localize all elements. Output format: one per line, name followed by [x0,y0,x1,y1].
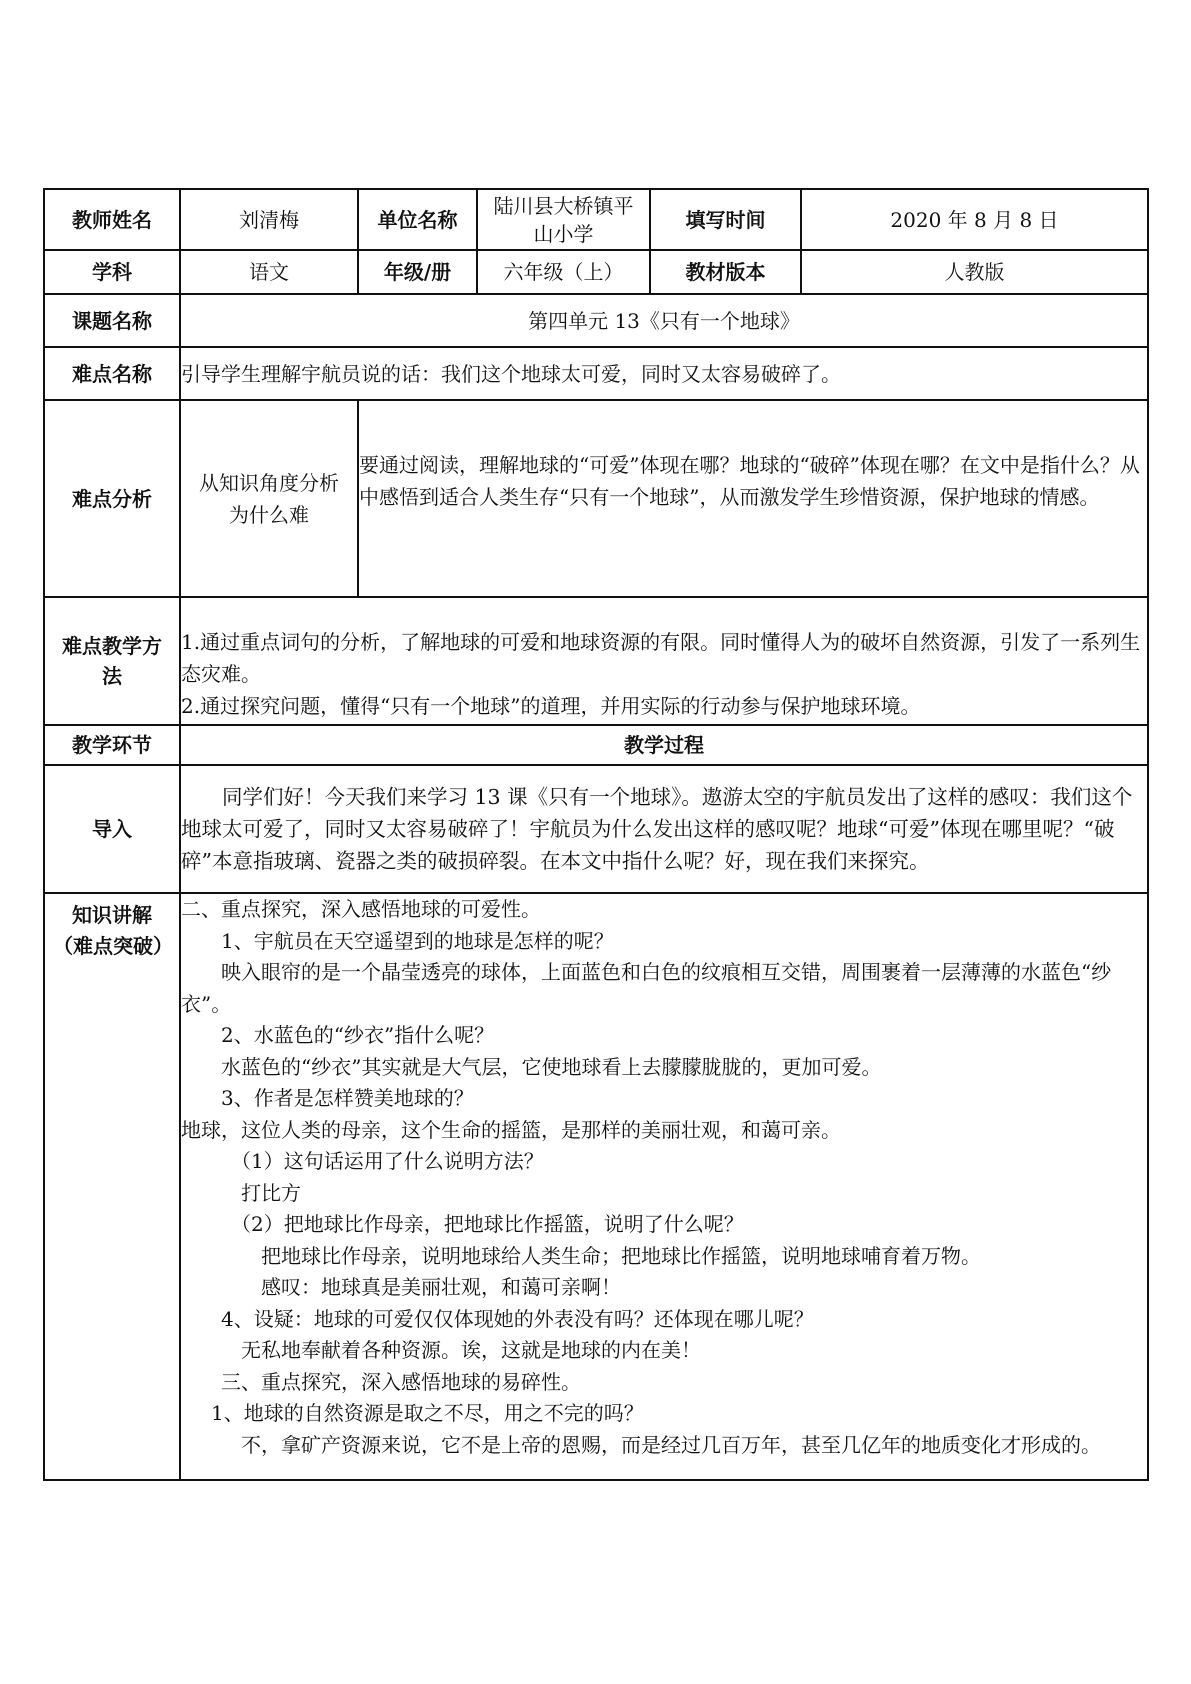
row-intro [44,765,1148,893]
knowledge-line: 打比方 [241,1180,301,1205]
knowledge-line: 三、重点探究，深入感悟地球的易碎性。 [221,1369,581,1394]
method-label: 难点教学方法 [44,597,180,725]
row-method [44,597,1148,725]
knowledge-line: （2）把地球比作母亲，把地球比作摇篮，说明了什么呢？ [231,1212,744,1236]
row-knowledge [44,893,1148,1480]
knowledge-line: 2、水蓝色的“纱衣”指什么呢？ [221,1023,495,1047]
intro-value: 同学们好！今天我们来学习 13 课《只有一个地球》。遨游太空的宇航员发出了这样的感叹：我们这个地球太可爱了，同时又太容易破碎了！宇航员为什么发出这样的感叹呢？地球“可爱”体现在哪里呢？“破碎”本意指玻璃、瓷器之类的破损碎裂。在本文中指什么呢？好，现在我们来探究。 [180,765,1148,893]
knowledge-line: 3、作者是怎样赞美地球的？ [221,1086,474,1110]
knowledge-line: 地球，这位人类的母亲，这个生命的摇篮，是那样的美丽壮观，和蔼可亲。 [181,1117,841,1142]
grade-value: 六年级（上） [477,250,650,294]
subject-label: 学科 [44,250,180,294]
process-value: 教学过程 [180,725,1148,765]
row-difficulty [44,347,1148,400]
analysis-sub-label: 从知识角度分析为什么难 [180,400,358,597]
row-analysis [44,400,1148,597]
difficulty-label: 难点名称 [44,347,180,400]
edition-value: 人教版 [801,250,1148,294]
method-item-1: 1.通过重点词句的分析，了解地球的可爱和地球资源的有限。同时懂得人为的破坏自然资源，引发了一系列生态灾难。 [181,630,1141,686]
date-label: 填写时间 [650,189,801,250]
teacher-name: 刘清梅 [180,189,358,250]
knowledge-cell [180,893,1148,1480]
knowledge-line: 水蓝色的“纱衣”其实就是大气层，它使地球看上去朦朦胧胧的，更加可爱。 [221,1054,882,1079]
difficulty-value: 引导学生理解宇航员说的话：我们这个地球太可爱，同时又太容易破碎了。 [180,347,1148,400]
knowledge-line: 1、地球的自然资源是取之不尽，用之不完的吗？ [211,1401,644,1425]
knowledge-line: （1）这句话运用了什么说明方法？ [231,1149,544,1173]
knowledge-line: 把地球比作母亲，说明地球给人类生命；把地球比作摇篮，说明地球哺育着万物。 [261,1243,981,1268]
edition-label: 教材版本 [650,250,801,294]
row-teacher [44,189,1148,250]
teacher-label: 教师姓名 [44,189,180,250]
knowledge-line: 4、设疑：地球的可爱仅仅体现她的外表没有吗？还体现在哪儿呢？ [221,1306,814,1331]
unit-label: 单位名称 [358,189,477,250]
knowledge-line: 1、宇航员在天空遥望到的地球是怎样的呢？ [221,928,614,953]
row-topic [44,294,1148,347]
knowledge-line: 二、重点探究，深入感悟地球的可爱性。 [181,897,541,921]
method-cell [180,597,1148,725]
knowledge-label: 知识讲解（难点突破） [44,893,180,1480]
topic-label: 课题名称 [44,294,180,347]
grade-label: 年级/册 [358,250,477,294]
knowledge-line: 映入眼帘的是一个晶莹透亮的球体，上面蓝色和白色的纹痕相互交错，周围裹着一层薄薄的水蓝色“纱衣”。 [181,960,1112,1016]
topic-value: 第四单元 13《只有一个地球》 [180,294,1148,347]
row-subject [44,250,1148,294]
unit-name: 陆川县大桥镇平山小学 [477,189,650,250]
process-label: 教学环节 [44,725,180,765]
analysis-value: 要通过阅读，理解地球的“可爱”体现在哪？地球的“破碎”体现在哪？在文中是指什么？从中感悟到适合人类生存“只有一个地球”，从而激发学生珍惜资源，保护地球的情感。 [358,400,1148,597]
knowledge-line: 感叹：地球真是美丽壮观，和蔼可亲啊！ [261,1275,621,1299]
analysis-label: 难点分析 [44,400,180,597]
date-value: 2020 年 8 月 8 日 [801,189,1148,250]
lesson-plan-table [43,188,1149,1481]
knowledge-line: 无私地奉献着各种资源。诶，这就是地球的内在美！ [241,1338,701,1362]
row-process-header [44,725,1148,765]
intro-label: 导入 [44,765,180,893]
knowledge-line: 不，拿矿产资源来说，它不是上帝的恩赐，而是经过几百万年，甚至几亿年的地质变化才形成的。 [241,1432,1101,1457]
subject-value: 语文 [180,250,358,294]
method-item-2: 2.通过探究问题，懂得“只有一个地球”的道理，并用实际的行动参与保护地球环境。 [181,694,921,718]
